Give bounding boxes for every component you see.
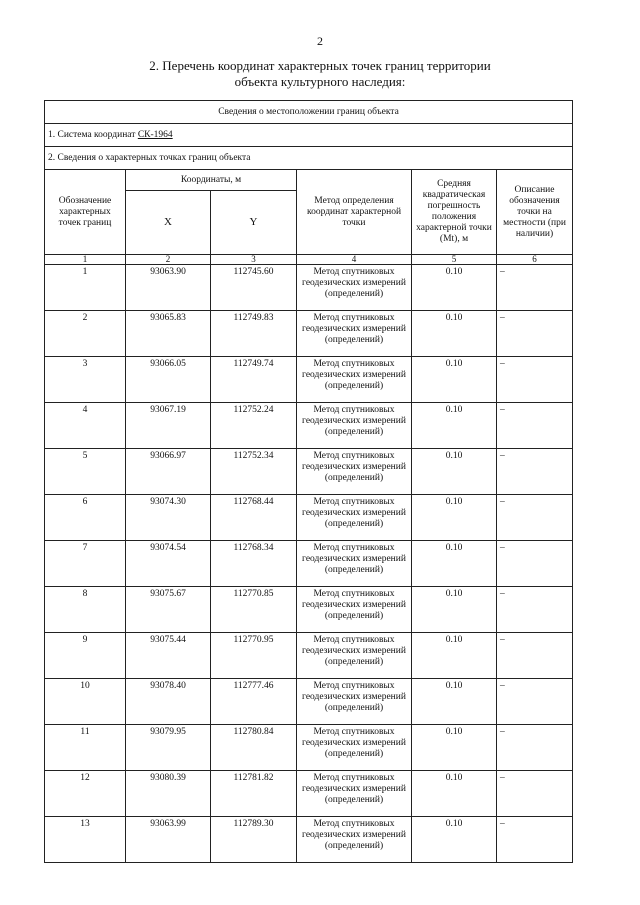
- description-cell: –: [497, 541, 573, 587]
- accuracy-cell: 0.10: [412, 679, 497, 725]
- column-number: 6: [497, 255, 573, 265]
- coord-system-value: СК-1964: [137, 129, 173, 140]
- accuracy-cell: 0.10: [412, 541, 497, 587]
- accuracy-cell: 0.10: [412, 311, 497, 357]
- table-row: [45, 449, 573, 495]
- section-header: Сведения о местоположении границ объекта: [45, 101, 573, 124]
- column-number: 1: [45, 255, 126, 265]
- table-row: [45, 817, 573, 863]
- header-y: Y: [211, 191, 297, 255]
- y-coordinate-cell: 112777.46: [211, 679, 297, 725]
- x-coordinate-cell: 93074.54: [126, 541, 211, 587]
- accuracy-cell: 0.10: [412, 771, 497, 817]
- x-coordinate-cell: 93075.67: [126, 587, 211, 633]
- table-row: [45, 771, 573, 817]
- accuracy-cell: 0.10: [412, 403, 497, 449]
- table-row: [45, 633, 573, 679]
- description-cell: –: [497, 311, 573, 357]
- y-coordinate-cell: 112768.44: [211, 495, 297, 541]
- point-number-cell: 11: [45, 725, 126, 771]
- point-number-cell: 1: [45, 265, 126, 311]
- method-cell: Метод спутниковых геодезических измерений (определений): [297, 357, 412, 403]
- coordinates-table: [44, 100, 573, 863]
- table-row: [45, 541, 573, 587]
- y-coordinate-cell: 112752.34: [211, 449, 297, 495]
- point-number-cell: 8: [45, 587, 126, 633]
- x-coordinate-cell: 93074.30: [126, 495, 211, 541]
- point-number-cell: 5: [45, 449, 126, 495]
- y-coordinate-cell: 112749.74: [211, 357, 297, 403]
- y-coordinate-cell: 112745.60: [211, 265, 297, 311]
- point-number-cell: 7: [45, 541, 126, 587]
- header-description: Описание обозначения точки на местности (при наличии): [497, 170, 573, 255]
- description-cell: –: [497, 725, 573, 771]
- method-cell: Метод спутниковых геодезических измерений (определений): [297, 817, 412, 863]
- x-coordinate-cell: 93066.97: [126, 449, 211, 495]
- description-cell: –: [497, 357, 573, 403]
- x-coordinate-cell: 93066.05: [126, 357, 211, 403]
- points-info-row: 2. Сведения о характерных точках границ объекта: [45, 147, 573, 170]
- y-coordinate-cell: 112780.84: [211, 725, 297, 771]
- point-number-cell: 13: [45, 817, 126, 863]
- accuracy-cell: 0.10: [412, 357, 497, 403]
- y-coordinate-cell: 112768.34: [211, 541, 297, 587]
- table-row: [45, 265, 573, 311]
- header-accuracy: Средняя квадратическая погрешность положения характерной точки (Мt), м: [412, 170, 497, 255]
- y-coordinate-cell: 112789.30: [211, 817, 297, 863]
- x-coordinate-cell: 93080.39: [126, 771, 211, 817]
- method-cell: Метод спутниковых геодезических измерений (определений): [297, 311, 412, 357]
- header-coordinates: Координаты, м: [126, 170, 297, 191]
- method-cell: Метод спутниковых геодезических измерений (определений): [297, 633, 412, 679]
- description-cell: –: [497, 495, 573, 541]
- y-coordinate-cell: 112770.95: [211, 633, 297, 679]
- x-coordinate-cell: 93078.40: [126, 679, 211, 725]
- method-cell: Метод спутниковых геодезических измерений (определений): [297, 587, 412, 633]
- x-coordinate-cell: 93067.19: [126, 403, 211, 449]
- point-number-cell: 6: [45, 495, 126, 541]
- description-cell: –: [497, 449, 573, 495]
- column-number: 5: [412, 255, 497, 265]
- x-coordinate-cell: 93063.90: [126, 265, 211, 311]
- coord-system-label: 1. Система координат: [48, 129, 138, 140]
- method-cell: Метод спутниковых геодезических измерений (определений): [297, 449, 412, 495]
- column-number: 4: [297, 255, 412, 265]
- table-row: [45, 357, 573, 403]
- coord-system-row: [45, 124, 573, 147]
- table-row: [45, 679, 573, 725]
- table-row: [45, 725, 573, 771]
- header-x: X: [126, 191, 211, 255]
- accuracy-cell: 0.10: [412, 495, 497, 541]
- x-coordinate-cell: 93079.95: [126, 725, 211, 771]
- description-cell: –: [497, 265, 573, 311]
- page-number: 2: [317, 34, 323, 48]
- description-cell: –: [497, 817, 573, 863]
- point-number-cell: 9: [45, 633, 126, 679]
- y-coordinate-cell: 112781.82: [211, 771, 297, 817]
- accuracy-cell: 0.10: [412, 633, 497, 679]
- column-number: 3: [211, 255, 297, 265]
- description-cell: –: [497, 771, 573, 817]
- point-number-cell: 12: [45, 771, 126, 817]
- accuracy-cell: 0.10: [412, 587, 497, 633]
- table-row: [45, 311, 573, 357]
- method-cell: Метод спутниковых геодезических измерений (определений): [297, 725, 412, 771]
- y-coordinate-cell: 112749.83: [211, 311, 297, 357]
- method-cell: Метод спутниковых геодезических измерений (определений): [297, 771, 412, 817]
- accuracy-cell: 0.10: [412, 449, 497, 495]
- header-point-designation: Обозначение характерных точек границ: [45, 170, 126, 255]
- y-coordinate-cell: 112752.24: [211, 403, 297, 449]
- description-cell: –: [497, 587, 573, 633]
- header-method: Метод определения координат характерной точки: [297, 170, 412, 255]
- description-cell: –: [497, 633, 573, 679]
- document-title: [0, 58, 640, 90]
- column-numbers-row: [45, 255, 573, 265]
- method-cell: Метод спутниковых геодезических измерений (определений): [297, 403, 412, 449]
- point-number-cell: 3: [45, 357, 126, 403]
- accuracy-cell: 0.10: [412, 725, 497, 771]
- description-cell: –: [497, 403, 573, 449]
- column-number: 2: [126, 255, 211, 265]
- method-cell: Метод спутниковых геодезических измерений (определений): [297, 265, 412, 311]
- x-coordinate-cell: 93065.83: [126, 311, 211, 357]
- table-row: [45, 403, 573, 449]
- accuracy-cell: 0.10: [412, 817, 497, 863]
- point-number-cell: 2: [45, 311, 126, 357]
- title-line-1: 2. Перечень координат характерных точек границ территории: [149, 58, 491, 73]
- x-coordinate-cell: 93063.99: [126, 817, 211, 863]
- point-number-cell: 4: [45, 403, 126, 449]
- accuracy-cell: 0.10: [412, 265, 497, 311]
- description-cell: –: [497, 679, 573, 725]
- x-coordinate-cell: 93075.44: [126, 633, 211, 679]
- method-cell: Метод спутниковых геодезических измерений (определений): [297, 679, 412, 725]
- y-coordinate-cell: 112770.85: [211, 587, 297, 633]
- table-row: [45, 587, 573, 633]
- method-cell: Метод спутниковых геодезических измерений (определений): [297, 541, 412, 587]
- method-cell: Метод спутниковых геодезических измерений (определений): [297, 495, 412, 541]
- title-line-2: объекта культурного наследия:: [234, 74, 406, 89]
- point-number-cell: 10: [45, 679, 126, 725]
- table-row: [45, 495, 573, 541]
